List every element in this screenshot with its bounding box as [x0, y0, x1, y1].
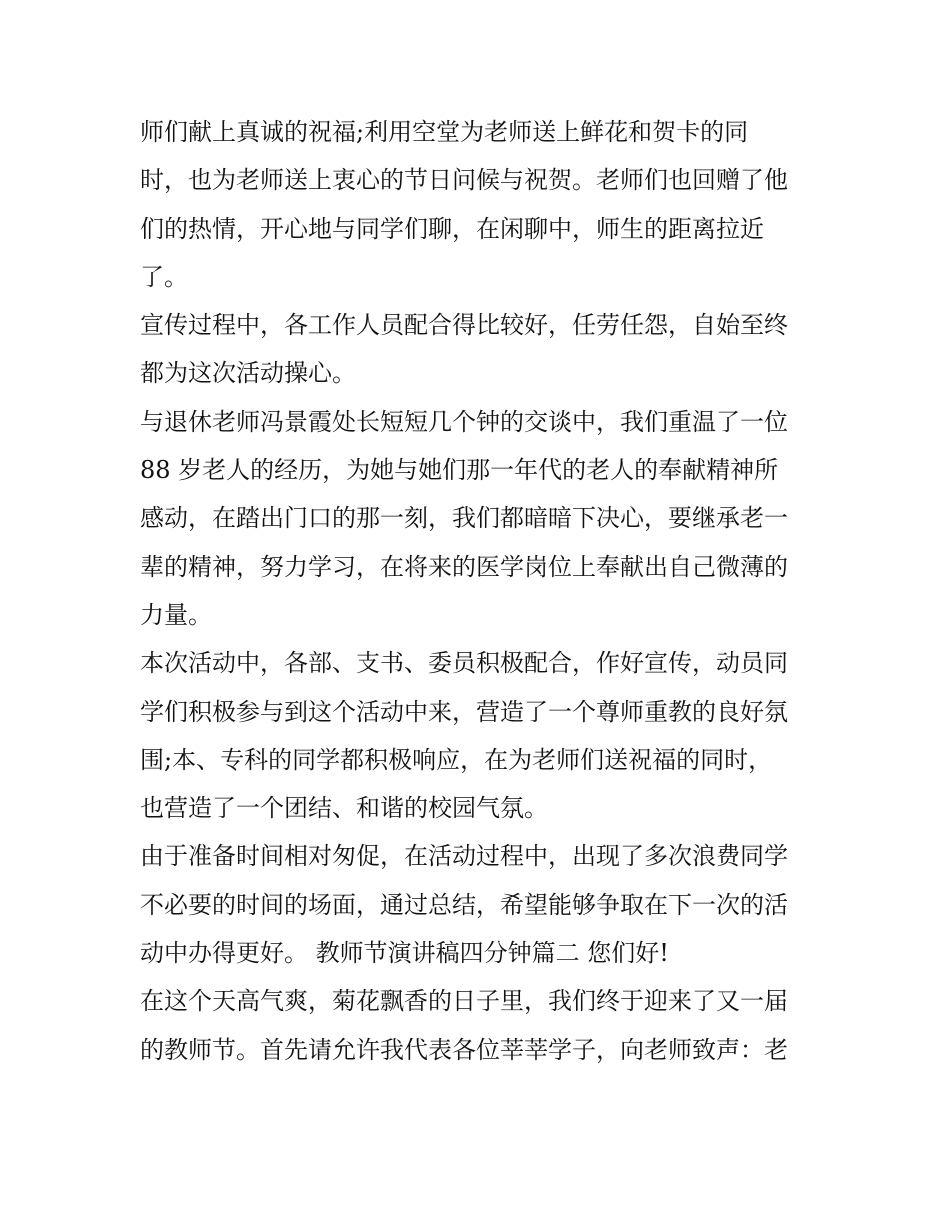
text-line: 的教师节。首先请允许我代表各位莘莘学子，向老师致声：老	[140, 1035, 788, 1064]
text-line: 力量。	[140, 600, 212, 629]
text-line: 时，也为老师送上衷心的节日问候与祝贺。老师们也回赠了他	[140, 166, 788, 195]
text-line: 了。	[140, 262, 188, 291]
text-line: 们的热情，开心地与同学们聊，在闲聊中，师生的距离拉近	[140, 214, 764, 243]
text-line: 辈的精神，努力学习，在将来的医学岗位上奉献出自己微薄的	[140, 552, 788, 581]
text-line: 师们献上真诚的祝福;利用空堂为老师送上鲜花和贺卡的同	[140, 118, 749, 146]
text-line: 都为这次活动操心。	[140, 359, 356, 388]
document-body	[140, 108, 820, 1074]
text-line: 学们积极参与到这个活动中来，营造了一个尊师重教的良好氛	[140, 697, 788, 726]
text-line: 感动，在踏出门口的那一刻，我们都暗暗下决心，要继承老一	[140, 504, 788, 533]
text-line: 动中办得更好。 教师节演讲稿四分钟篇二 您们好!	[140, 939, 669, 968]
text-line: 围;本、专科的同学都积极响应，在为老师们送祝福的同时，	[140, 745, 773, 774]
text-line: 与退休老师冯景霞处长短短几个钟的交谈中，我们重温了一位	[140, 407, 788, 436]
text-line: 也营造了一个团结、和谐的校园气氛。	[140, 794, 548, 823]
text-line: 在这个天高气爽，菊花飘香的日子里，我们终于迎来了又一届	[140, 987, 788, 1016]
text-line: 由于准备时间相对匆促，在活动过程中，出现了多次浪费同学	[140, 842, 788, 871]
text-line: 88 岁老人的经历，为她与她们那一年代的老人的奉献精神所	[140, 456, 779, 485]
text-line: 本次活动中，各部、支书、委员积极配合，作好宣传，动员同	[140, 649, 788, 678]
text-line: 不必要的时间的场面，通过总结，希望能够争取在下一次的活	[140, 890, 788, 919]
text-line: 宣传过程中，各工作人员配合得比较好，任劳任怨，自始至终	[140, 311, 788, 340]
